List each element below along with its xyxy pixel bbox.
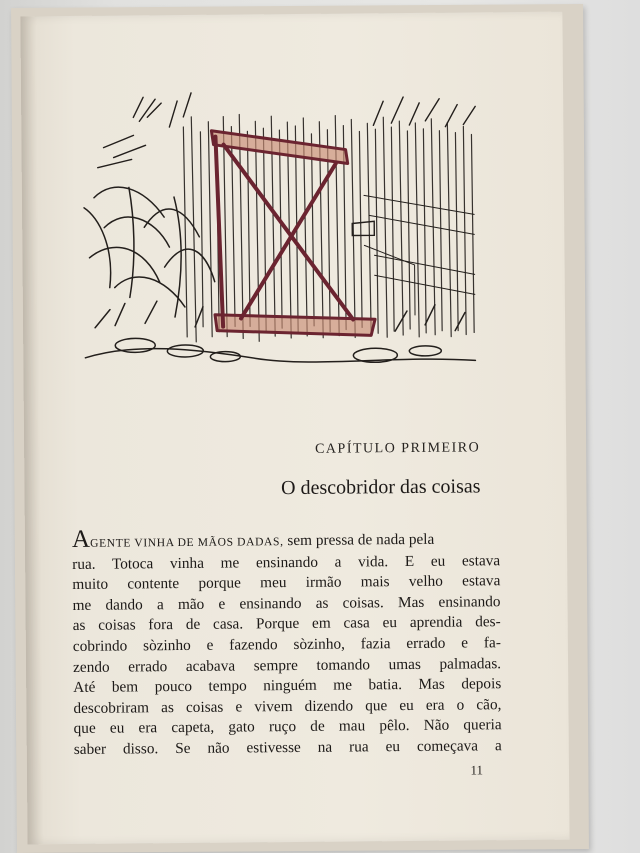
stool-garden-illustration bbox=[73, 84, 488, 388]
chapter-label: CAPÍTULO PRIMEIRO bbox=[314, 440, 481, 457]
body-line: me dando a mão e ensinando as coisas. Mas ensinando bbox=[72, 592, 501, 614]
first-line-rest: sem pressa de nada pela bbox=[283, 530, 435, 550]
body-line: rua. Totoca vinha me ensinando a vida. E eu estava bbox=[72, 551, 501, 573]
body-text bbox=[72, 526, 502, 760]
body-line: saber disso. Se não estivesse na rua eu começava a bbox=[73, 737, 502, 758]
chapter-title: O descobridor das coisas bbox=[281, 475, 481, 500]
body-line: que eu era capeta, gato ruço de mau pêlo. Não queria bbox=[73, 716, 502, 738]
body-line-1 bbox=[72, 526, 500, 554]
body-line: descobriram as coisas e vivem dizendo que eu era o cão, bbox=[73, 695, 502, 717]
body-line: zendo errado acabava sempre tomando umas palmadas. bbox=[73, 654, 502, 676]
drop-cap: A bbox=[71, 525, 91, 553]
opening-smallcaps: GENTE VINHA DE MÃOS DADAS, bbox=[90, 535, 284, 550]
page-number: 11 bbox=[470, 762, 484, 778]
body-line: as coisas fora de casa. Porque em casa eu aprendia des- bbox=[72, 613, 501, 635]
book-page bbox=[20, 12, 569, 845]
body-line: muito contente porque meu irmão mais velho estava bbox=[72, 572, 501, 594]
body-line: cobrindo sòzinho e fazendo sòzinho, fazia errado e fa- bbox=[72, 634, 501, 655]
body-line: Até bem pouco tempo ninguém me batia. Mas depois bbox=[73, 675, 502, 697]
